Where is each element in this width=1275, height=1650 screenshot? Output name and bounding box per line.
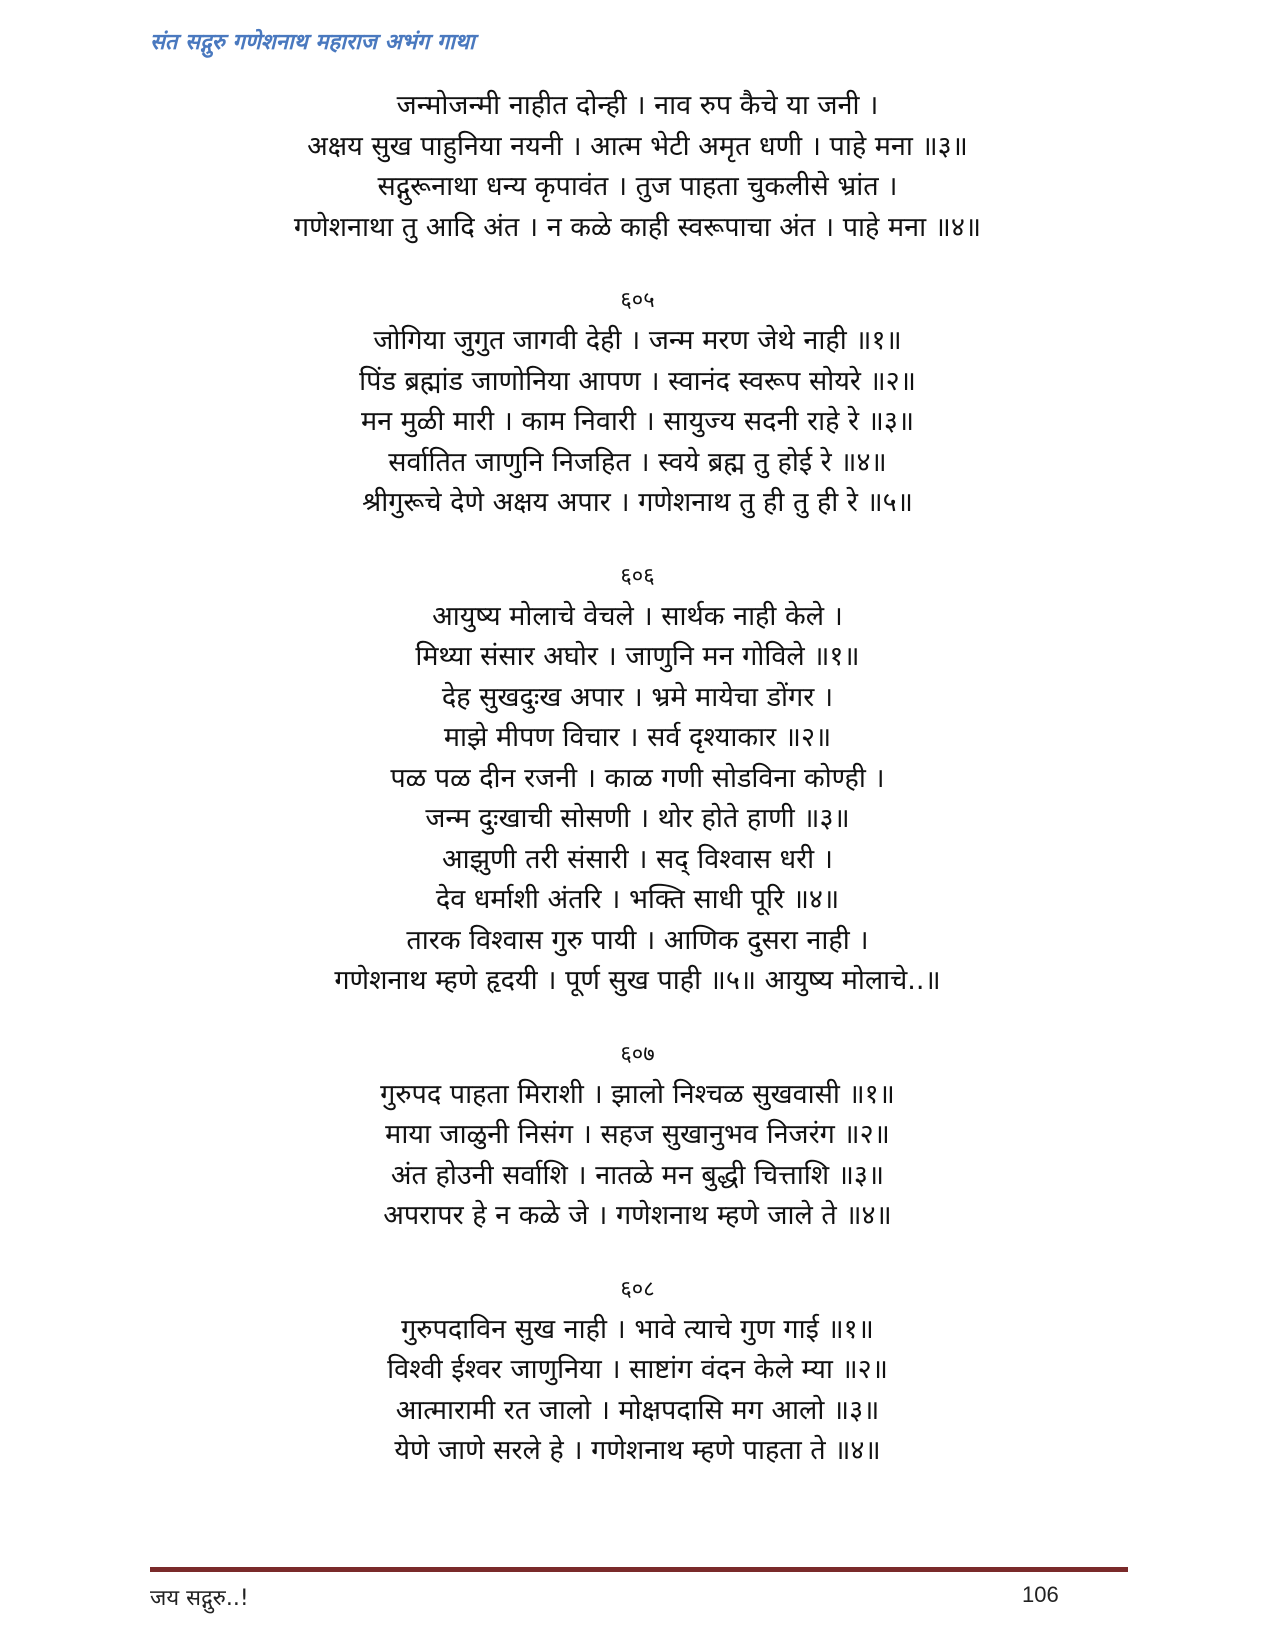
- page-header-title: संत सद्गुरु गणेशनाथ महाराज अभंग गाथा: [150, 30, 475, 55]
- abhang-608: [0, 1270, 1275, 1472]
- verse-line: विश्वी ईश्वर जाणुनिया । साष्टांग वंदन केले म्या ॥२॥: [387, 1354, 888, 1385]
- verse-line: मन मुळी मारी । काम निवारी । सायुज्य सदनी राहे रे ॥३॥: [360, 406, 915, 437]
- verse-line: पळ पळ दीन रजनी । काळ गणी सोडविना कोण्ही ।: [390, 762, 885, 794]
- page-content: [0, 86, 1275, 1472]
- verse-line: गुरुपद पाहता मिराशी । झालो निश्चळ सुखवासी ॥१॥: [380, 1078, 895, 1110]
- footer-divider: [150, 1567, 1128, 1572]
- verse-line: गणेशनाथा तु आदि अंत । न कळे काही स्वरूपाचा अंत । पाहे मना ॥४॥: [293, 211, 982, 243]
- abhang-605: [0, 281, 1275, 524]
- page-number: 106: [1022, 1582, 1059, 1607]
- verse-line: माझे मीपण विचार । सर्व दृश्याकार ॥२॥: [443, 722, 832, 753]
- verse-line: देव धर्माशी अंतरि । भक्ति साधी पूरि ॥४॥: [435, 884, 840, 915]
- verse-line: मिथ्या संसार अघोर । जाणुनि मन गोविले ॥१॥: [415, 641, 860, 672]
- verse-line: पिंड ब्रह्मांड जाणोनिया आपण । स्वानंद स्वरूप सोयरे ॥२॥: [359, 365, 916, 397]
- verse-line: येणे जाणे सरले हे । गणेशनाथ म्हणे पाहता ते ॥४॥: [394, 1435, 881, 1466]
- verse-line: आयुष्य मोलाचे वेचले । सार्थक नाही केले ।: [432, 600, 843, 632]
- abhang-number: ६०८: [620, 1276, 655, 1302]
- verse-line: देह सुखदुःख अपार । भ्रमे मायेचा डोंगर ।: [441, 681, 834, 713]
- abhang-number: ६०५: [620, 288, 655, 313]
- abhang-number: ६०७: [620, 1041, 655, 1067]
- verse-line: अंत होउनी सर्वाशि । नातळे मन बुद्धी चित्ताशि ॥३॥: [390, 1159, 885, 1191]
- verse-line: आझुणी तरी संसारी । सद् विश्वास धरी ।: [442, 843, 833, 875]
- verse-line: जन्म दुःखाची सोसणी । थोर होते हाणी ॥३॥: [425, 803, 850, 834]
- verse-line: तारक विश्वास गुरु पायी । आणिक दुसरा नाही ।: [406, 924, 869, 956]
- abhang-606: [0, 557, 1275, 1002]
- verse-line: अपरापर हे न कळे जे । गणेशनाथ म्हणे जाले ते ॥४॥: [383, 1200, 892, 1231]
- verse-line: अक्षय सुख पाहुनिया नयनी । आत्म भेटी अमृत धणी । पाहे मना ॥३॥: [307, 130, 968, 162]
- verse-line: गुरुपदाविन सुख नाही । भावे त्याचे गुण गाई ॥१॥: [401, 1313, 874, 1345]
- verse-line: सर्वातित जाणुनि निजहित । स्वये ब्रह्म तु होई रे ॥४॥: [388, 446, 887, 478]
- verse-line: माया जाळुनी निसंग । सहज सुखानुभव निजरंग ॥२॥: [385, 1119, 890, 1150]
- verse-line: जन्मोजन्मी नाहीत दोन्ही । नाव रुप कैचे या जनी ।: [396, 90, 879, 121]
- verse-line: श्रीगुरूचे देणे अक्षय अपार । गणेशनाथ तु ही तु ही रे ॥५॥: [362, 487, 913, 518]
- abhang-number: ६०६: [620, 563, 655, 589]
- verse-line: सद्गुरूनाथा धन्य कृपावंत । तुज पाहता चुकलीसे भ्रांत ।: [377, 171, 898, 202]
- footer-text: जय सद्गुरु..!: [150, 1586, 249, 1611]
- abhang-607: [0, 1035, 1275, 1237]
- continued-stanza: [0, 86, 1275, 248]
- verse-line: जोगिया जुगुत जागवी देही । जन्म मरण जेथे नाही ॥१॥: [373, 325, 902, 356]
- verse-line: गणेशनाथ म्हणे हृदयी । पूर्ण सुख पाही ॥५॥ आयुष्य मोलाचे..॥: [334, 965, 941, 996]
- verse-line: आत्मारामी रत जालो । मोक्षपदासि मग आलो ॥३॥: [395, 1394, 880, 1426]
